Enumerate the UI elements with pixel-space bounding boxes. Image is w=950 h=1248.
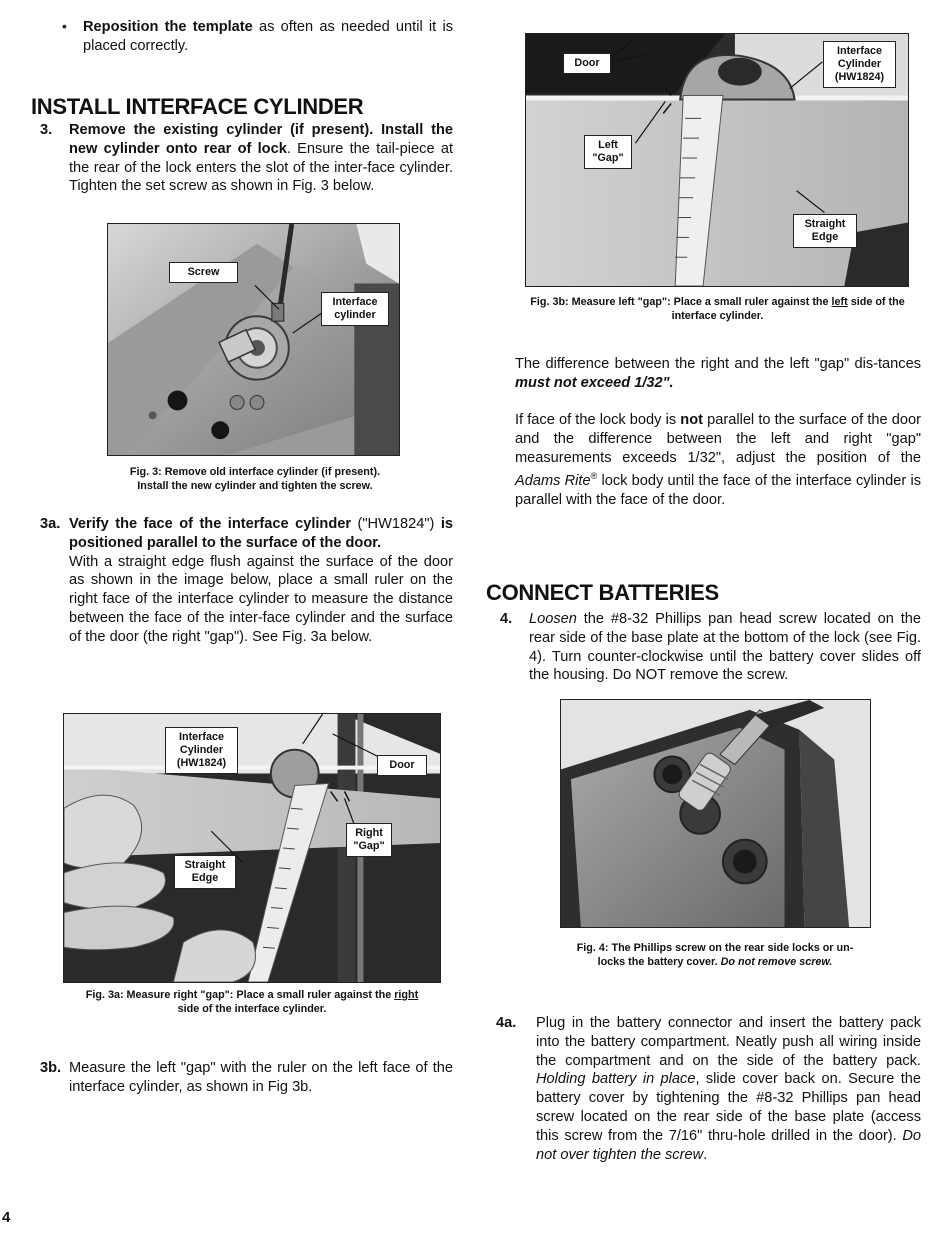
parallel-text-3: lock body until the face of the interface cylinder is parallel with the face of the door. [515, 473, 922, 509]
step3-number: 3. [40, 122, 53, 138]
step4a-text [536, 1014, 921, 1164]
fig4-photo [560, 699, 871, 928]
fig3a-callout-gap-text: Right "Gap" [353, 827, 385, 852]
fig3a-callout-door: Door [377, 755, 427, 776]
fig4-caption [550, 942, 880, 969]
fig3b-callout-cylinder [823, 41, 896, 88]
fig3a-callout-cylinder [165, 727, 238, 774]
fig3b-callout-gap-text: Left "Gap" [592, 139, 624, 164]
fig3b-callout-edge-text: Straight Edge [804, 218, 846, 243]
fig3b-caption-underline: left [831, 296, 848, 308]
step3a-plain1: ("HW1824") [351, 516, 441, 532]
fig4-caption-line2: locks the battery cover. [597, 955, 721, 968]
step3-rest: . Ensure the tail-piece at the rear of the lock enters the slot of the inter-face cylinder. Tighten the set screw as shown in Fig. 3 below. [69, 140, 453, 195]
fig3b-photo [525, 33, 909, 287]
install-heading: INSTALL INTERFACE CYLINDER [31, 94, 364, 119]
parallel-bold: not [680, 412, 703, 428]
step3a-bold2: is positioned parallel to the surface of the door. [69, 516, 454, 551]
step4-italic: Loosen [529, 611, 577, 627]
fig3-callout-cylinder-text: Interface cylinder [332, 296, 378, 321]
step3a-number: 3a. [40, 516, 61, 532]
difference-paragraph [515, 355, 921, 393]
fig3b-callout-edge [793, 214, 857, 248]
fig4-illustration [561, 700, 870, 927]
fig3b-caption-pre: Fig. 3b: Measure left "gap": Place a small ruler against the [530, 296, 832, 308]
fig3a-photo [63, 713, 441, 983]
fig3b-caption-post: side of the interface cylinder. [671, 296, 905, 322]
step4a-italic-2: Do not over tighten the screw [536, 1127, 921, 1163]
step3-bold: Remove the existing cylinder (if present). Install the new cylinder onto rear of lock [69, 122, 453, 157]
fig3a-callout-gap [346, 823, 392, 857]
fig3a-caption-underline: right [394, 989, 419, 1001]
step3a-rest: With a straight edge flush against the surface of the door as shown in the image below, place a small ruler on the right face of the interface cylinder to measure the distance between the face of the inter-face cylinder and the surface of the door (the right "gap"). See Fig. 3a below. [69, 553, 453, 645]
step4a-text-3: . [703, 1146, 708, 1163]
parallel-text-1: If face of the lock body is [515, 412, 681, 428]
step3b-number: 3b. [40, 1060, 62, 1076]
fig3-callout-screw: Screw [169, 262, 238, 283]
intro-bullet-bold: Reposition the template [83, 19, 253, 35]
intro-bullet-text [83, 18, 453, 56]
fig3b-callout-cylinder-text: Interface Cylinder (HW1824) [834, 45, 885, 83]
fig3b-callout-gap [584, 135, 632, 169]
batteries-heading: CONNECT BATTERIES [486, 580, 719, 605]
step3-text [69, 121, 453, 196]
page-number: 4 [2, 1209, 11, 1226]
fig3-photo [107, 223, 400, 456]
fig3a-callout-cylinder-text: Interface Cylinder (HW1824) [176, 731, 227, 769]
step4a-italic-1: Holding battery in place [536, 1071, 696, 1088]
fig3a-caption-post: side of the interface cylinder. [177, 1002, 327, 1015]
bullet-dot: • [62, 18, 67, 34]
step4a-text-2: , slide cover back on. Secure the battery cover by tightening the #8-32 Phillips pan head screw located on the rear side of the base plate (access this screw from the 7/16" thru-hole drilled in the door). [536, 1071, 921, 1144]
fig3-callout-cylinder [321, 292, 389, 326]
fig3a-callout-edge [174, 855, 236, 889]
fig3a-caption [63, 989, 441, 1016]
fig3b-caption [520, 296, 915, 323]
fig3b-callout-door: Door [563, 53, 611, 74]
fig3-caption-line2: Install the new cylinder and tighten the screw. [137, 479, 373, 492]
intro-bullet-rest: as often as needed until it is placed correctly. [83, 19, 453, 54]
step4-rest: the #8-32 Phillips pan head screw located on the rear side of the base plate at the bottom of the lock (see Fig. 4). Turn counter-clockwise until the battery cover slides off the housing. Do NOT remove the screw. [529, 611, 921, 684]
step4a-number: 4a. [496, 1015, 517, 1031]
parallel-paragraph [515, 411, 921, 510]
fig3a-caption-pre: Fig. 3a: Measure right "gap": Place a small ruler against the [85, 989, 395, 1001]
step4-text [529, 610, 921, 685]
fig3-caption-line1: Fig. 3: Remove old interface cylinder (if present). [129, 466, 381, 478]
parallel-text-2: parallel to the surface of the door and the difference between the left and right "gap" measurements exceeds 1/32", adjust the position of the [515, 412, 922, 466]
step3a-text [69, 515, 453, 647]
fig3-illustration [108, 224, 399, 455]
difference-text: The difference between the right and the left "gap" dis-tances [515, 356, 921, 372]
brand-name: Adams Rite [515, 473, 591, 490]
step4a-text-1: Plug in the battery connector and insert the battery pack into the battery compartment. Neatly push all wiring inside the compartment and on the side of the battery pack. [536, 1015, 921, 1069]
step3a-bold1: Verify the face of the interface cylinder [69, 516, 352, 532]
registered-mark: ® [590, 471, 598, 482]
step4-number: 4. [500, 611, 513, 627]
step3b-text: Measure the left "gap" with the ruler on the left face of the interface cylinder, as shown in Fig 3b. [69, 1060, 453, 1095]
fig3-caption [95, 466, 415, 493]
fig4-caption-italic: Do not remove screw. [720, 955, 833, 968]
difference-emphasis: must not exceed 1/32". [515, 374, 674, 391]
fig3a-callout-edge-text: Straight Edge [184, 859, 226, 884]
fig4-caption-line1: Fig. 4: The Phillips screw on the rear side locks or un- [576, 942, 854, 954]
